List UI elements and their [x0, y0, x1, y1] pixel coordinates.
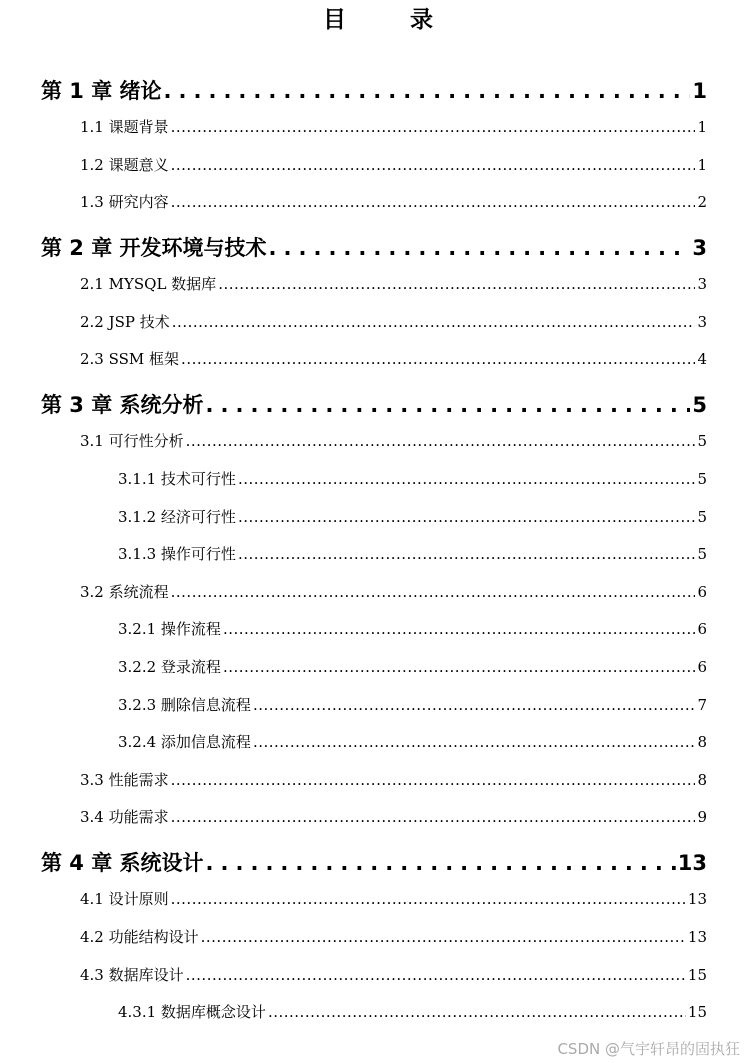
dot-leader: [171, 583, 696, 601]
dot-leader: [238, 508, 696, 526]
toc-section-row: [80, 430, 707, 454]
toc-subsection-row: [118, 506, 707, 530]
toc-page-number: 3: [692, 236, 707, 261]
dot-leader: [171, 118, 696, 136]
toc-page-number: 5: [692, 393, 707, 418]
toc-entry-title: 3.2.3 删除信息流程: [118, 695, 251, 714]
dot-leader: [171, 156, 696, 174]
dot-leader: [269, 236, 691, 260]
toc-entry-title: 第 4 章 系统设计: [41, 851, 204, 876]
toc-page-number: 1: [697, 155, 707, 174]
toc-entry-title: 3.2.1 操作流程: [118, 620, 221, 639]
toc-entry-title: 2.1 MYSQL 数据库: [80, 275, 217, 294]
toc-page-number: 5: [697, 470, 707, 488]
dot-leader: [164, 79, 691, 103]
dot-leader: [238, 545, 696, 563]
toc-entry-title: 1.1 课题背景: [80, 118, 169, 136]
toc-page-number: 13: [687, 890, 707, 909]
toc-page-number: 13: [677, 851, 707, 876]
toc-entry-title: 3.1 可行性分析: [80, 432, 184, 451]
dot-leader: [223, 658, 696, 676]
toc-subsection-row: [118, 1001, 707, 1025]
toc-page-number: 15: [687, 1003, 707, 1022]
toc-section-row: [80, 926, 707, 950]
toc-entry-title: 2.2 JSP 技术: [80, 312, 170, 331]
dot-leader: [206, 851, 676, 875]
toc-section-row: [80, 769, 707, 793]
dot-leader: [201, 928, 686, 946]
toc-entry-title: 4.3 数据库设计: [80, 965, 184, 984]
toc-entry-title: 4.3.1 数据库概念设计: [118, 1003, 266, 1022]
dot-leader: [218, 275, 695, 293]
toc-page-number: 5: [697, 507, 707, 526]
dot-leader: [238, 470, 696, 488]
toc-entry-title: 第 1 章 绪论: [41, 79, 162, 103]
toc-section-row: [80, 273, 707, 297]
toc-section-row: [80, 581, 707, 605]
toc-entry-title: 4.2 功能结构设计: [80, 928, 199, 946]
toc-section-row: [80, 311, 707, 335]
toc-entry-title: 3.3 性能需求: [80, 770, 169, 789]
toc-entry-title: 4.1 设计原则: [80, 890, 169, 909]
toc-subsection-row: [118, 731, 707, 755]
toc-section-row: [80, 116, 707, 140]
toc-section-row: [80, 888, 707, 912]
dot-leader: [171, 890, 686, 908]
toc-page-number: 6: [697, 658, 707, 676]
dot-leader: [186, 432, 696, 450]
toc-entry-title: 第 3 章 系统分析: [41, 393, 204, 418]
toc-section-row: [80, 964, 707, 988]
toc-subsection-row: [118, 656, 707, 680]
toc-section-row: [80, 348, 707, 372]
toc-subsection-row: [118, 543, 707, 567]
toc-page-number: 2: [697, 193, 707, 212]
toc-page-number: 8: [697, 770, 707, 789]
dot-leader: [253, 696, 696, 714]
toc-entry-title: 3.1.2 经济可行性: [118, 507, 236, 526]
toc-entry-title: 3.4 功能需求: [80, 808, 169, 827]
toc-title: 目 录: [322, 7, 461, 33]
toc-page-number: 8: [697, 733, 707, 752]
toc-subsection-row: [118, 468, 707, 492]
toc-page-number: 7: [697, 695, 707, 714]
dot-leader: [206, 393, 691, 417]
toc-subsection-row: [118, 618, 707, 642]
toc-page-number: 1: [697, 118, 707, 136]
dot-leader: [268, 1003, 686, 1021]
toc-chapter-row: [41, 75, 707, 105]
dot-leader: [253, 733, 696, 751]
toc-page-number: 13: [687, 928, 707, 946]
toc-section-row: [80, 191, 707, 215]
toc-page-number: 3: [697, 275, 707, 294]
toc-page-number: 15: [687, 965, 707, 984]
toc-entry-title: 3.1.3 操作可行性: [118, 545, 236, 564]
toc-chapter-row: [41, 232, 707, 262]
toc-subsection-row: [118, 694, 707, 718]
toc-page-number: 6: [697, 620, 707, 639]
dot-leader: [186, 966, 686, 984]
dot-leader: [171, 193, 696, 211]
toc-page-number: 9: [697, 808, 707, 827]
toc-page-number: 3: [697, 312, 707, 331]
toc-page-number: 4: [697, 350, 707, 369]
toc-page-number: 6: [697, 582, 707, 601]
toc-chapter-row: [41, 389, 707, 419]
toc-section-row: [80, 806, 707, 830]
toc-entry-title: 3.2 系统流程: [80, 582, 169, 601]
dot-leader: [223, 620, 696, 638]
toc-section-row: [80, 154, 707, 178]
toc-entry-title: 第 2 章 开发环境与技术: [41, 236, 267, 261]
toc-entry-title: 2.3 SSM 框架: [80, 350, 180, 369]
dot-leader: [172, 313, 696, 331]
dot-leader: [171, 771, 696, 789]
toc-entry-title: 3.1.1 技术可行性: [118, 470, 236, 488]
toc-page-number: 5: [697, 432, 707, 451]
toc-page-number: 5: [697, 545, 707, 564]
toc-entry-title: 1.3 研究内容: [80, 193, 169, 212]
dot-leader: [181, 350, 695, 368]
toc-entry-title: 3.2.2 登录流程: [118, 658, 221, 676]
dot-leader: [171, 808, 696, 826]
toc-entry-title: 3.2.4 添加信息流程: [118, 733, 251, 752]
toc-page-number: 1: [692, 79, 707, 103]
toc-entry-title: 1.2 课题意义: [80, 155, 169, 174]
watermark: CSDN @气宇轩昂的固执狂: [557, 1040, 740, 1058]
toc-chapter-row: [41, 847, 707, 877]
